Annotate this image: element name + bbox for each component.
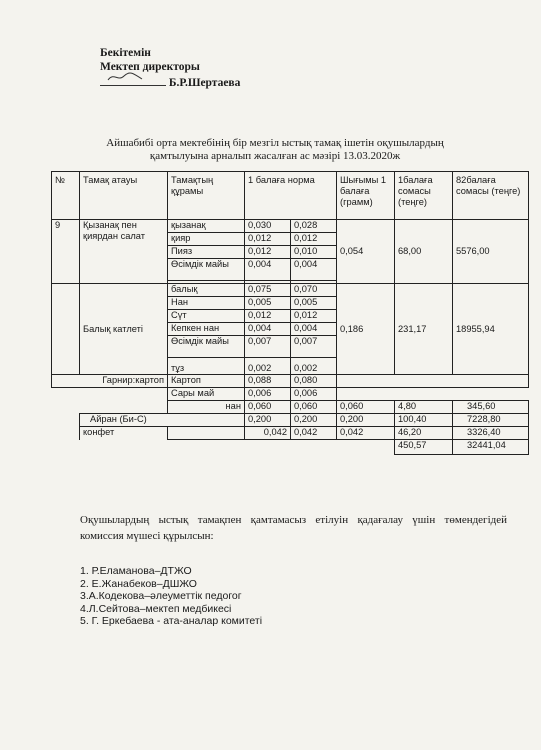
net: 0,006 xyxy=(291,388,337,401)
gross: 0,060 xyxy=(245,401,291,414)
gross: 0,075 xyxy=(245,284,291,297)
document-title xyxy=(60,137,490,163)
ingredient: қызанақ xyxy=(168,220,245,233)
yield: 0,042 xyxy=(337,427,395,440)
table-row xyxy=(52,220,529,233)
net: 0,028 xyxy=(291,220,337,233)
gross: 0,007 xyxy=(245,336,291,358)
net: 0,007 xyxy=(291,336,337,358)
ingredient: қияр xyxy=(168,233,245,246)
table-row xyxy=(52,414,529,427)
yield: 0,060 xyxy=(337,401,395,414)
header-cost-one: 1балаға сомасы (теңге) xyxy=(395,172,453,220)
ingredient: Нан xyxy=(168,297,245,310)
menu-table xyxy=(51,171,529,455)
list-item: 2. Е.Жанабеков–ДШЖО xyxy=(80,577,197,590)
net: 0,010 xyxy=(291,246,337,259)
dish-fish-cutlet: Балық катлеті xyxy=(80,284,168,375)
total-cost-one: 450,57 xyxy=(395,440,453,455)
net: 0,070 xyxy=(291,284,337,297)
dish-candy: конфет xyxy=(80,427,168,440)
cost-82: 345,60 xyxy=(453,401,529,414)
ingredient: нан xyxy=(168,401,245,414)
net: 0,004 xyxy=(291,259,337,281)
ingredient: Пияз xyxy=(168,246,245,259)
title-line-1: Айшабибі орта мектебінің бір мезгіл ыстық тамақ ішетін оқушылардың xyxy=(106,137,444,149)
cost-one: 46,20 xyxy=(395,427,453,440)
gross: 0,030 xyxy=(245,220,291,233)
net: 0,004 xyxy=(291,323,337,336)
cost-one-salad: 68,00 xyxy=(395,220,453,284)
yield-salad: 0,054 xyxy=(337,220,395,284)
cost-82-fish: 18955,94 xyxy=(453,284,529,375)
dish-garnish: Гарнир:картоп xyxy=(52,375,168,388)
cost-82: 7228,80 xyxy=(453,414,529,427)
table-row xyxy=(52,284,529,297)
net: 0,002 xyxy=(291,358,337,375)
list-item: 5. Г. Еркебаева - ата-аналар комитеті xyxy=(80,615,263,627)
header-composition: Тамақтың құрамы xyxy=(168,172,245,220)
total-row xyxy=(52,440,529,455)
header-num: № xyxy=(52,172,80,220)
ingredient: Өсімдік майы xyxy=(168,259,245,281)
net: 0,012 xyxy=(291,233,337,246)
table-row xyxy=(52,427,529,440)
ingredient: тұз xyxy=(168,358,245,375)
table-header-row xyxy=(52,172,529,220)
ingredient: балық xyxy=(168,284,245,297)
gross: 0,002 xyxy=(245,358,291,375)
net: 0,012 xyxy=(291,310,337,323)
list-item: 3.А.Кодекова–әлеуметтік педогог xyxy=(80,590,242,602)
ingredient: Сары май xyxy=(168,388,245,401)
title-line-2: қамтылуына арналып жасалған ас мәзірі 13.03.2020ж xyxy=(149,150,401,162)
cost-82: 3326,40 xyxy=(453,427,529,440)
row-num: 9 xyxy=(52,220,80,284)
net: 0,005 xyxy=(291,297,337,310)
dish-ayran: Айран (Би-С) xyxy=(80,414,245,427)
cost-one: 4,80 xyxy=(395,401,453,414)
net: 0,042 xyxy=(291,427,337,440)
gross: 0,200 xyxy=(245,414,291,427)
gross: 0,004 xyxy=(245,323,291,336)
net: 0,080 xyxy=(291,375,337,388)
dish-salad: Қызанақ пен қиярдан салат xyxy=(80,220,168,284)
gross: 0,012 xyxy=(245,233,291,246)
list-item: 1. Р.Еламанова–ДТЖО xyxy=(80,565,192,577)
approval-signature-line xyxy=(100,74,240,90)
approval-heading: Бекітемін xyxy=(100,47,151,59)
gross: 0,006 xyxy=(245,388,291,401)
cost-one-fish: 231,17 xyxy=(395,284,453,375)
gross: 0,004 xyxy=(245,259,291,281)
commission-list xyxy=(80,565,262,628)
ingredient: Кепкен нан xyxy=(168,323,245,336)
list-item: 4.Л.Сейтова–мектеп медбикесі xyxy=(80,602,232,615)
table-row xyxy=(52,375,529,388)
total-cost-82: 32441,04 xyxy=(453,440,529,455)
header-dish: Тамақ атауы xyxy=(80,172,168,220)
approval-block xyxy=(100,46,240,90)
signature-image xyxy=(100,74,166,86)
gross: 0,042 xyxy=(245,427,291,440)
table-row xyxy=(52,401,529,414)
ingredient: Сүт xyxy=(168,310,245,323)
approval-signer: Б.Р.Шертаева xyxy=(168,77,241,89)
ingredient: Өсімдік майы xyxy=(168,336,245,358)
cost-one: 100,40 xyxy=(395,414,453,427)
header-cost-82: 82балаға сомасы (теңге) xyxy=(453,172,529,220)
gross: 0,005 xyxy=(245,297,291,310)
ingredient: Картоп xyxy=(168,375,245,388)
header-norm: 1 балаға норма xyxy=(245,172,337,220)
net: 0,060 xyxy=(291,401,337,414)
gross: 0,012 xyxy=(245,246,291,259)
gross: 0,088 xyxy=(245,375,291,388)
yield-fish: 0,186 xyxy=(337,284,395,375)
approval-position: Мектеп директоры xyxy=(100,61,200,73)
yield: 0,200 xyxy=(337,414,395,427)
gross: 0,012 xyxy=(245,310,291,323)
header-yield: Шығымы 1 балаға (грамм) xyxy=(337,172,395,220)
net: 0,200 xyxy=(291,414,337,427)
cost-82-salad: 5576,00 xyxy=(453,220,529,284)
table-row xyxy=(52,388,529,401)
commission-paragraph: Оқушылардың ыстық тамақпен қамтамасыз етілуін қадағалау үшін төмендегідей комиссия мүшесі құрылсын: xyxy=(80,514,507,542)
